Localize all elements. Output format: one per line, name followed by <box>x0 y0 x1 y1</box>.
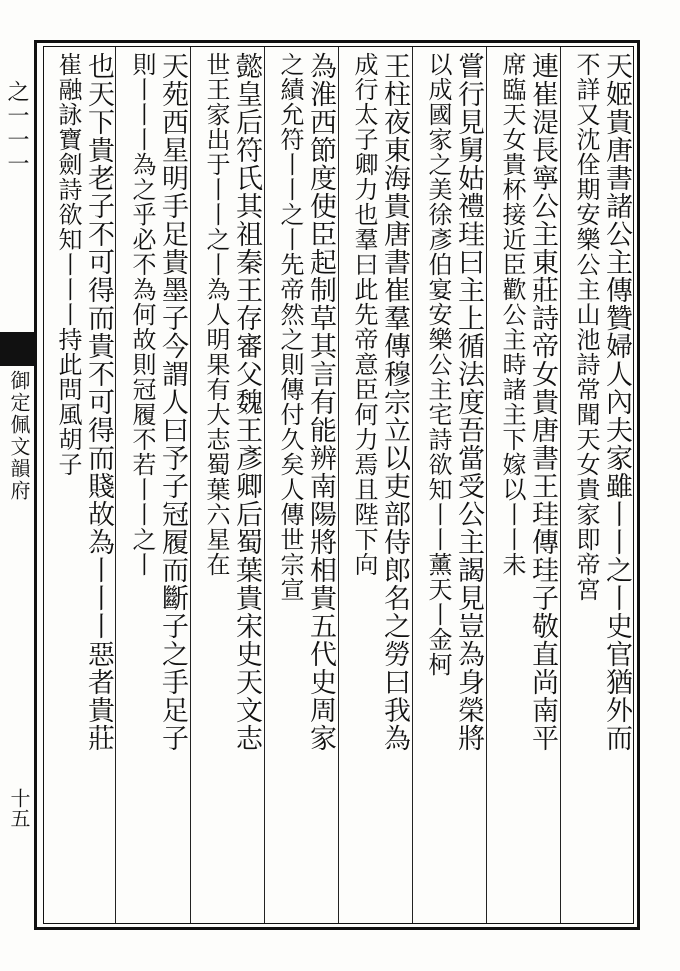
column-divider <box>412 47 413 923</box>
text-column-1: 天姬貴唐書諸公主傳贊婦人內夫家雖丨丨之丨史官猶外而 <box>601 52 632 752</box>
column-divider <box>338 47 339 923</box>
gutter-fishtail-block <box>0 332 34 366</box>
folio-title: 御定佩文韻府 <box>7 370 31 502</box>
text-column-9: 為淮西節度使臣起制草其言有能辨南陽將相貴五代史周家 <box>305 52 336 752</box>
gutter-top-text: 之一一一 <box>4 80 29 176</box>
column-divider <box>190 47 191 923</box>
page-gutter <box>0 40 34 930</box>
text-column-15: 也天下貴老子不可得而貴不可得而賤故為丨丨丨惡者貴莊 <box>83 52 114 752</box>
text-column-8: 成行太子卿力也羣曰此先帝意臣何力焉且陛下向 <box>350 52 378 577</box>
text-column-14: 則丨丨丨為之乎必不為何故則冠履不若丨丨之丨 <box>128 52 156 577</box>
text-column-7: 王柱夜東海貴唐書崔羣傳穆宗立以吏部侍郎名之勞曰我為 <box>379 52 410 752</box>
text-column-3: 連崔湜長寧公主東莊詩帝女貴唐書王珪傳珪子敬直尚南平 <box>527 52 558 752</box>
column-divider <box>560 47 561 923</box>
column-divider <box>264 47 265 923</box>
page-number: 十五 <box>7 788 31 828</box>
text-column-10: 之績允符丨丨之丨先帝然之則傳付久矣人傳世宗宣 <box>276 52 304 602</box>
column-divider <box>486 47 487 923</box>
text-column-5: 嘗行見舅姑禮珪曰主上循法度吾當受公主謁見豈為身榮將 <box>453 52 484 752</box>
text-column-16: 崔融詠寶劍詩欲知丨丨丨持此問風胡子 <box>54 52 82 477</box>
text-column-12: 世王家出于丨丨之丨為人明果有大志蜀葉六星在 <box>202 52 230 577</box>
text-column-2: 不詳又沈佺期安樂公主山池詩常聞天女貴家即帝宮 <box>572 52 600 602</box>
text-column-6: 以成國家之美徐彥伯宴安樂公主宅詩欲知丨丨薰天丨金柯 <box>424 52 452 677</box>
text-column-11: 懿皇后符氏其祖秦王存審父魏王彥卿后蜀葉貴宋史天文志 <box>231 52 262 752</box>
text-column-13: 天苑西星明手足貴墨子今謂人曰予子冠履而斷子之手足子 <box>157 52 188 752</box>
text-column-4: 席臨天女貴杯接近臣歡公主時諸主下嫁以丨丨未 <box>498 52 526 577</box>
